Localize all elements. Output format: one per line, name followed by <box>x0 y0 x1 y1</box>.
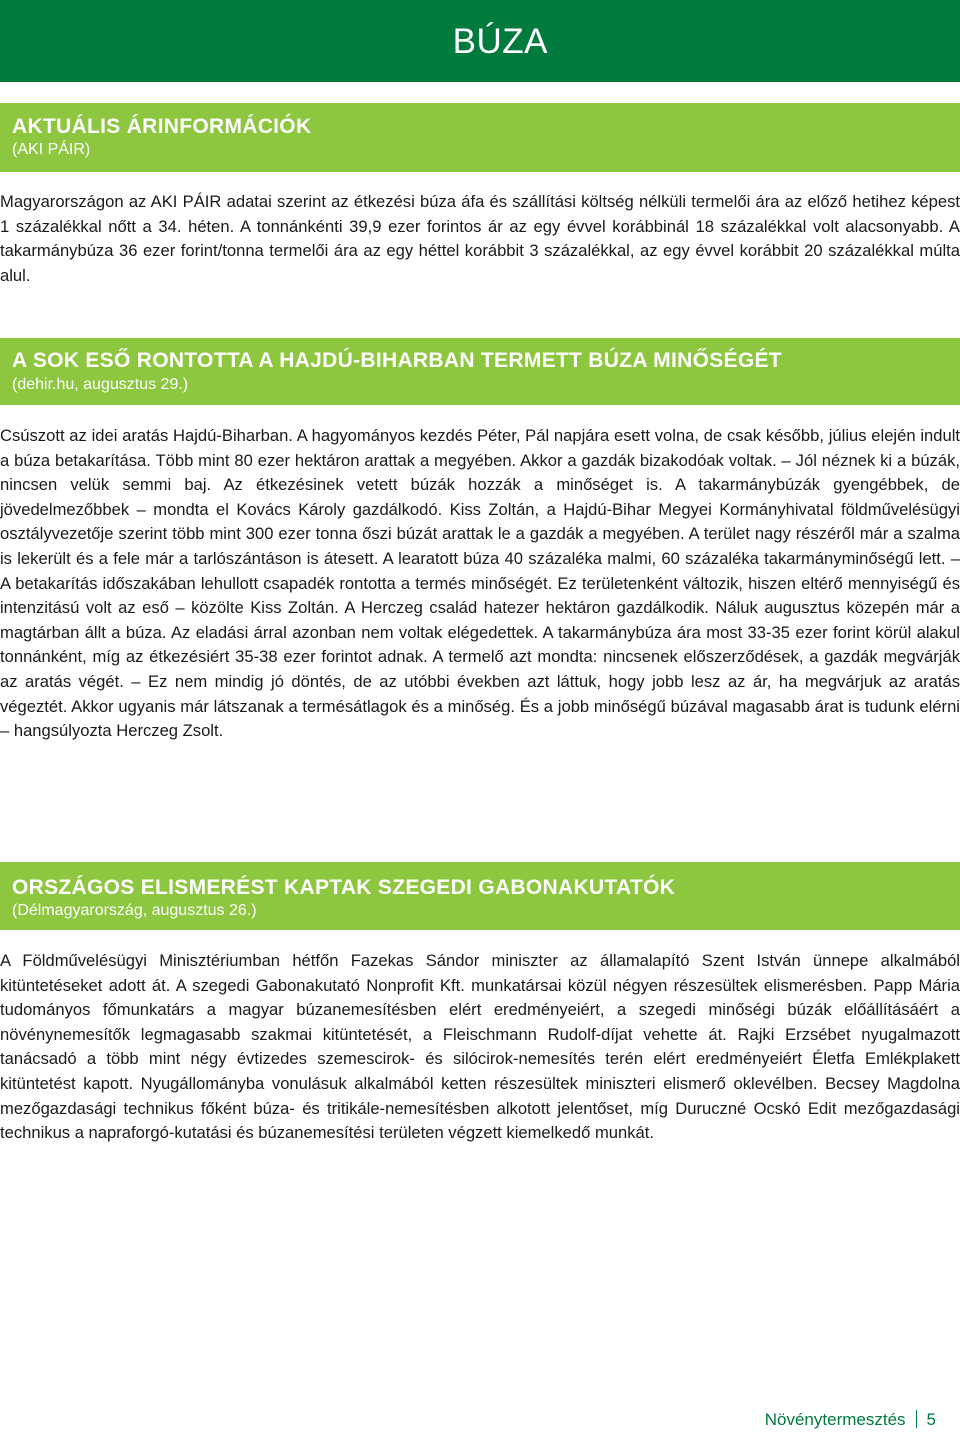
section-body-szeged-researchers: A Földművelésügyi Minisztériumban hétfőn Fazekas Sándor miniszter az államalapító Szent István ünnepe alkalmából kitüntetéseket adott át. A szegedi Gabonakutató Nonprofit Kft. munkatársai közül négyen részesültek elismerésben. Papp Mária tudományos főmunkatárs a magyar búzanemesítésben elért eredményeiért, a szegedi minőségi búzák előállításáért a növénynemesítők legmagasabb szakmai kitüntetését, a Fleischmann Rudolf-díjat vehette át. Rajki Erzsébet nyugalmazott tanácsadó a több mint négy évtizedes szemescirok- és silócirok-nemesítés terén elért eredményeiért Életfa Emlékplakett kitüntetést kapott. Nyugállományba vonulásuk alkalmából ketten részesültek miniszteri elismerő oklevélben. Becsey Magdolna mezőgazdasági technikus főként búza- és tritikále-nemesítésben alkotott jelentőset, míg Duruczné Ocskó Edit mezőgazdasági technikus a napraforgó-kutatási és búzanemesítési területen végzett kiemelkedő munkát. <box>0 951 960 1143</box>
section-heading: A SOK ESŐ RONTOTTA A HAJDÚ-BIHARBAN TERMETT BÚZA MINŐSÉGÉT <box>12 349 782 372</box>
section-header-price-info <box>0 103 960 172</box>
section-source: (dehir.hu, augusztus 29.) <box>12 376 189 393</box>
section-header-szeged-researchers <box>0 862 960 930</box>
section-source: (Délmagyarország, augusztus 26.) <box>12 902 257 919</box>
footer-page-number: 5 <box>926 1410 936 1429</box>
footer-section-name: Növénytermesztés <box>764 1410 906 1429</box>
section-heading: ORSZÁGOS ELISMERÉST KAPTAK SZEGEDI GABONAKUTATÓK <box>12 876 676 899</box>
section-body-hajdu-bihar: Csúszott az idei aratás Hajdú-Biharban. A hagyományos kezdés Péter, Pál napjára esett volna, de csak később, július elején indult a búza betakarítása. Több mint 80 ezer hektáron arattak a megyében. Akkor a gazdák bizakodóak voltak. – Jól néznek ki a búzák, nincsen velük semmi baj. Az étkezésinek vetett búzák hozzák a minőséget is. A takarmánybúzák gyengébbek, de jövedelmezőbbek – mondta el Kovács Károly gazdálkodó. Kiss Zoltán, a Hajdú-Bihar Megyei Kormányhivatal földművelésügyi osztályvezetője szerint több mint 300 ezer tonna őszi búzát arattak le a gazdák a megyében. A terület nagy részéről már a szalma is lekerült és a fele már a tarlószántáson is átesett. A learatott búza 40 százaléka malmi, 60 százaléka takarmányminőségű lett. – A betakarítás időszakában lehullott csapadék rontotta a termés minőségét. Ez területenként változik, hiszen eltérő mennyiségű és intenzitású volt az eső – közölte Kiss Zoltán. A Herczeg család hatezer hektáron gazdálkodik. Náluk augusztus közepén már a magtárban állt a búza. Az eladási árral azonban nem voltak elégedettek. A takarmánybúza ára most 33-35 ezer forint körül alakul tonnánként, míg az étkezésiért 35-38 ezer forintot adnak. A termelő azt mondta: nincsenek előszerződések, a gazdák megvárják az aratás végét. – Ez nem mindig jó döntés, de az utóbbi években azt láttuk, hogy jobb lesz az ár, ha megvárjuk az aratás végeztét. Akkor ugyanis már látszanak a termésátlagok és a minőség. És a jobb minőségű búzával magasabb árat is tudunk elérni – hangsúlyozta Herczeg Zsolt. <box>0 426 960 741</box>
page-footer <box>765 1410 936 1430</box>
footer-divider <box>916 1410 917 1428</box>
title-bar <box>0 0 960 82</box>
page-title: BÚZA <box>452 22 548 61</box>
section-header-hajdu-bihar <box>0 338 960 405</box>
section-heading: AKTUÁLIS ÁRINFORMÁCIÓK <box>12 115 312 138</box>
section-source: (AKI PÁIR) <box>12 141 91 158</box>
section-body-price-info: Magyarországon az AKI PÁIR adatai szerint az étkezési búza áfa és szállítási költség nélküli termelői ára az előző hetihez képest 1 százalékkal nőtt a 34. héten. A tonnánkénti 39,9 ezer forintos ár az egy évvel korábbinál 18 százalékkal volt alacsonyabb. A takarmánybúza 36 ezer forint/tonna termelői ára az egy héttel korábbit 3 százalékkal, az egy évvel korábbit 20 százalékkal múlta alul. <box>0 192 960 285</box>
